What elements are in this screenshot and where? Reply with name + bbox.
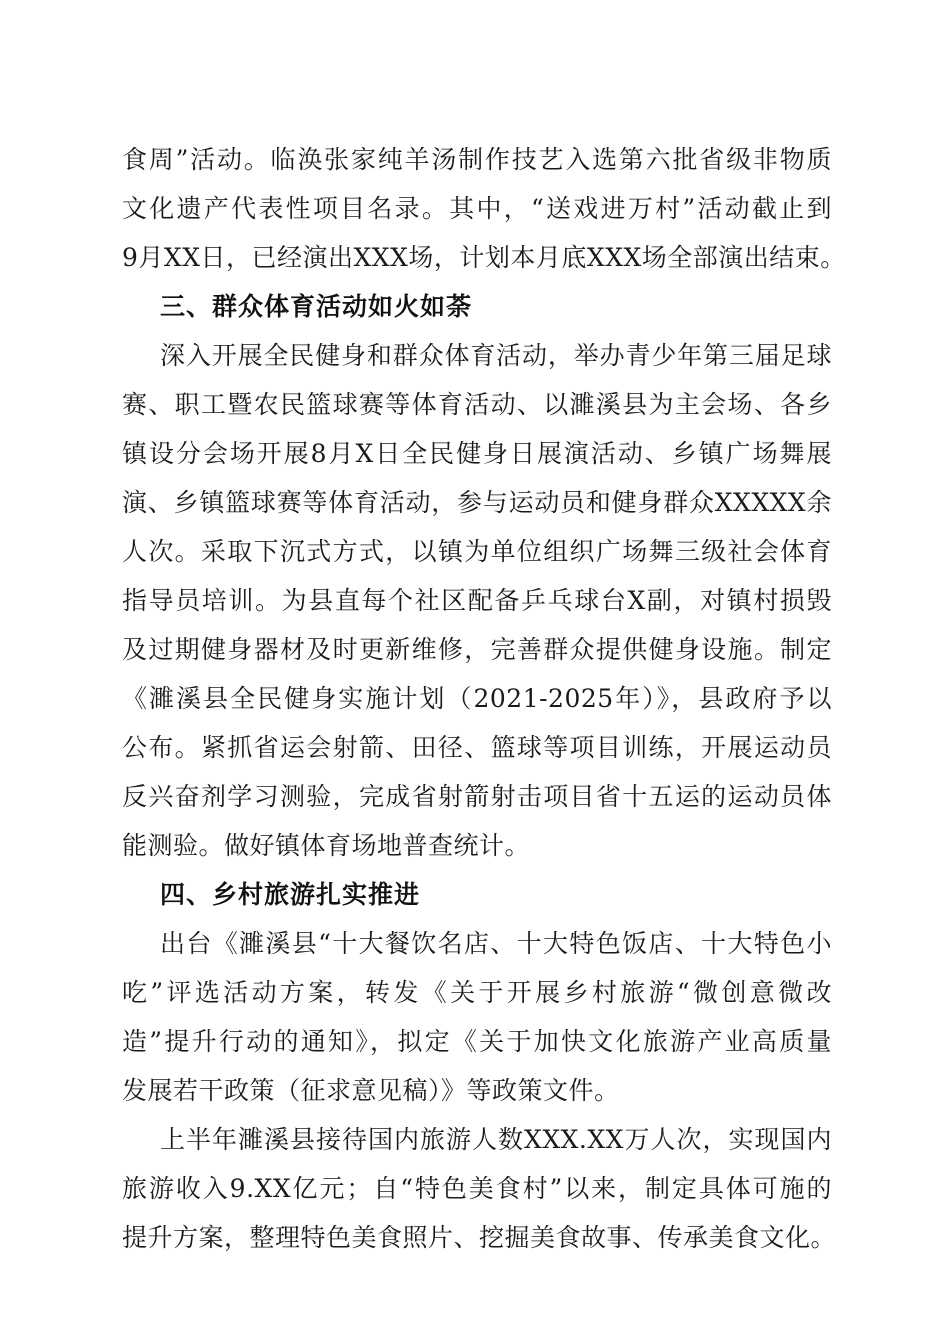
paragraph-line: 人次。采取下沉式方式，以镇为单位组织广场舞三级社会体育 bbox=[122, 537, 832, 566]
paragraph-line: 反兴奋剂学习测验，完成省射箭射击项目省十五运的运动员体 bbox=[122, 782, 832, 811]
paragraph-line: 文化遗产代表性项目名录。其中，“送戏进万村”活动截止到 bbox=[122, 194, 832, 223]
paragraph-line: 及过期健身器材及时更新维修，完善群众提供健身设施。制定 bbox=[122, 635, 832, 664]
section-heading-3: 三、群众体育活动如火如荼 bbox=[160, 292, 473, 321]
paragraph-line: 能测验。做好镇体育场地普查统计。 bbox=[122, 831, 531, 860]
paragraph-line: 旅游收入9.XX亿元；自“特色美食村”以来，制定具体可施的 bbox=[122, 1174, 832, 1203]
paragraph-line: 《濉溪县全民健身实施计划（2021-2025年）》，县政府予以 bbox=[122, 684, 832, 713]
paragraph-line: 提升方案，整理特色美食照片、挖掘美食故事、传承美食文化。 bbox=[122, 1223, 837, 1252]
section-heading-4: 四、乡村旅游扎实推进 bbox=[160, 880, 421, 909]
paragraph-line: 赛、职工暨农民篮球赛等体育活动、以濉溪县为主会场、各乡 bbox=[122, 390, 832, 419]
paragraph-line: 深入开展全民健身和群众体育活动，举办青少年第三届足球 bbox=[160, 341, 832, 370]
paragraph-line: 吃”评选活动方案，转发《关于开展乡村旅游“微创意微改 bbox=[122, 978, 832, 1007]
paragraph-line: 发展若干政策（征求意见稿）》等政策文件。 bbox=[122, 1076, 620, 1105]
paragraph-line: 镇设分会场开展8月X日全民健身日展演活动、乡镇广场舞展 bbox=[122, 439, 832, 468]
paragraph-line: 演、乡镇篮球赛等体育活动，参与运动员和健身群众XXXXX余 bbox=[122, 488, 832, 517]
paragraph-line: 公布。紧抓省运会射箭、田径、篮球等项目训练，开展运动员 bbox=[122, 733, 832, 762]
paragraph-line: 9月XX日，已经演出XXX场，计划本月底XXX场全部演出结束。 bbox=[122, 243, 846, 272]
paragraph-line: 造”提升行动的通知》，拟定《关于加快文化旅游产业高质量 bbox=[122, 1027, 832, 1056]
paragraph-line: 食周”活动。临涣张家纯羊汤制作技艺入选第六批省级非物质 bbox=[122, 145, 832, 174]
paragraph-line: 指导员培训。为县直每个社区配备乒乓球台X副，对镇村损毁 bbox=[122, 586, 832, 615]
paragraph-line: 出台《濉溪县“十大餐饮名店、十大特色饭店、十大特色小 bbox=[160, 929, 832, 958]
paragraph-line: 上半年濉溪县接待国内旅游人数XXX.XX万人次，实现国内 bbox=[160, 1125, 832, 1154]
